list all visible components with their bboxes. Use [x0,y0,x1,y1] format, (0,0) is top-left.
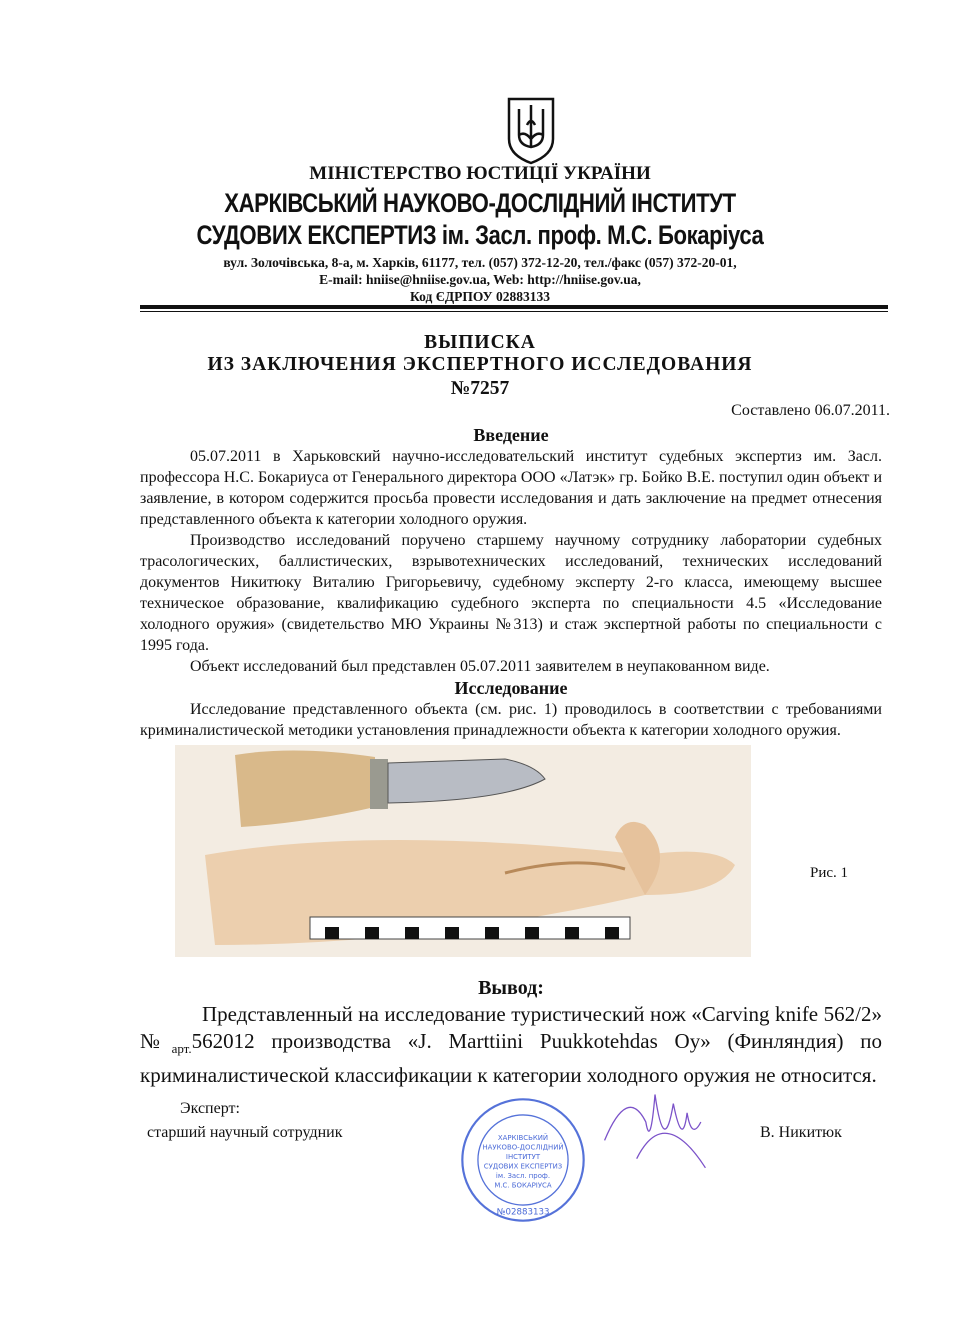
conclusion-subscript: арт. [171,1041,192,1057]
doc-subtitle: ИЗ ЗАКЛЮЧЕНИЯ ЭКСПЕРТНОГО ИССЛЕДОВАНИЯ [207,354,753,375]
svg-text:ім. Засл. проф.: ім. Засл. проф. [495,1172,551,1181]
ministry-name: МІНІСТЕРСТВО ЮСТИЦІЇ УКРАЇНИ [309,163,651,184]
svg-text:ІНСТИТУТ: ІНСТИТУТ [505,1153,541,1162]
trident-emblem-icon [505,95,557,165]
conclusion-text [140,1001,882,1089]
svg-text:СУДОВИХ ЕКСПЕРТИЗ: СУДОВИХ ЕКСПЕРТИЗ [483,1162,563,1171]
research-text [140,699,882,741]
intro-text [140,446,882,677]
address: вул. Золочівська, 8-а, м. Харків, 61177, тел. (057) 372-12-20, тел./факс (057) 372-20-01, [223,255,737,270]
intro-paragraph: Объект исследований был представлен 05.07.2011 заявителем в неупакованном виде. [190,658,770,675]
doc-number: №7257 [450,378,510,399]
doc-title: ВЫПИСКА [424,332,536,353]
composed-date: Составлено 06.07.2011. [731,402,890,419]
research-heading: Исследование [454,678,568,698]
document-body [140,424,883,1218]
knife-photo [175,745,751,957]
edrpou-code: Код ЄДРПОУ 02883133 [410,289,550,304]
svg-text:М.С. БОКАРІУСА: М.С. БОКАРІУСА [494,1181,552,1190]
intro-heading: Введение [473,425,549,445]
figure [140,745,882,961]
conclusion-heading: Вывод: [478,977,544,999]
header-rule-thin [140,311,888,312]
figure-caption: Рис. 1 [810,865,849,881]
institute-name-line1: ХАРКІВСЬКИЙ НАУКОВО-ДОСЛІДНИЙ ІНСТИТУТ [224,188,736,218]
svg-text:НАУКОВО-ДОСЛІДНИЙ: НАУКОВО-ДОСЛІДНИЙ [482,1143,564,1152]
expert-position: старший научный сотрудник [147,1124,343,1142]
expert-name: В. Никитюк [760,1124,842,1142]
svg-text:ХАРКІВСЬКИЙ: ХАРКІВСЬКИЙ [497,1134,549,1143]
official-stamp [458,1095,588,1225]
header-rule-thick [140,305,888,309]
svg-text:№02883133: №02883133 [496,1207,550,1218]
institute-name-line2: СУДОВИХ ЕКСПЕРТИЗ ім. Засл. проф. М.С. Бокаріуса [196,220,764,250]
signature-scribble [595,1067,715,1177]
intro-paragraph: Производство исследований поручено старшему научному сотруднику лаборатории судебных трасологических, баллистических, взрывотехнических исследований, технических исследований документов Никитюку Виталию Григорьевичу, судебному эксперту 2-го класса, имеющему высшее техническое образование, квалификацию судебного эксперта по специальности 4.5 «Исследование холодного оружия» (свидетельство МЮ Украины №313) и стаж экспертной работы по специальности с 1995 года. [140,532,882,654]
intro-paragraph: 05.07.2011 в Харьковский научно-исследовательский институт судебных экспертиз им. Засл. профессора Н.С. Бокариуса от Генерального директора ООО «Латэк» гр. Бойко В.Е. поступил один объект и заявление, в котором содержится просьба провести исследования и дать заключение на предмет отнесения представленного объекта к категории холодного оружия. [140,448,882,528]
contacts: E-mail: hniise@hniise.gov.ua, Web: http://hniise.gov.ua, [319,272,641,287]
expert-label: Эксперт: [180,1100,240,1118]
signature-block [140,1097,882,1218]
conclusion-text-b: 562012 производства «J. Marttiini Puukkotehdas Oy» (Финляндия) по криминалистической классификации к категории холодного оружия не относится. [140,1029,883,1088]
research-paragraph: Исследование представленного объекта (см. рис. 1) проводилось в соответствии с требованиями криминалистической методики установления принадлежности объекта к категории холодного оружия. [140,701,882,739]
conclusion-text-a: Представленный на исследование туристический нож «Carving knife 562/2» № [140,1002,882,1053]
